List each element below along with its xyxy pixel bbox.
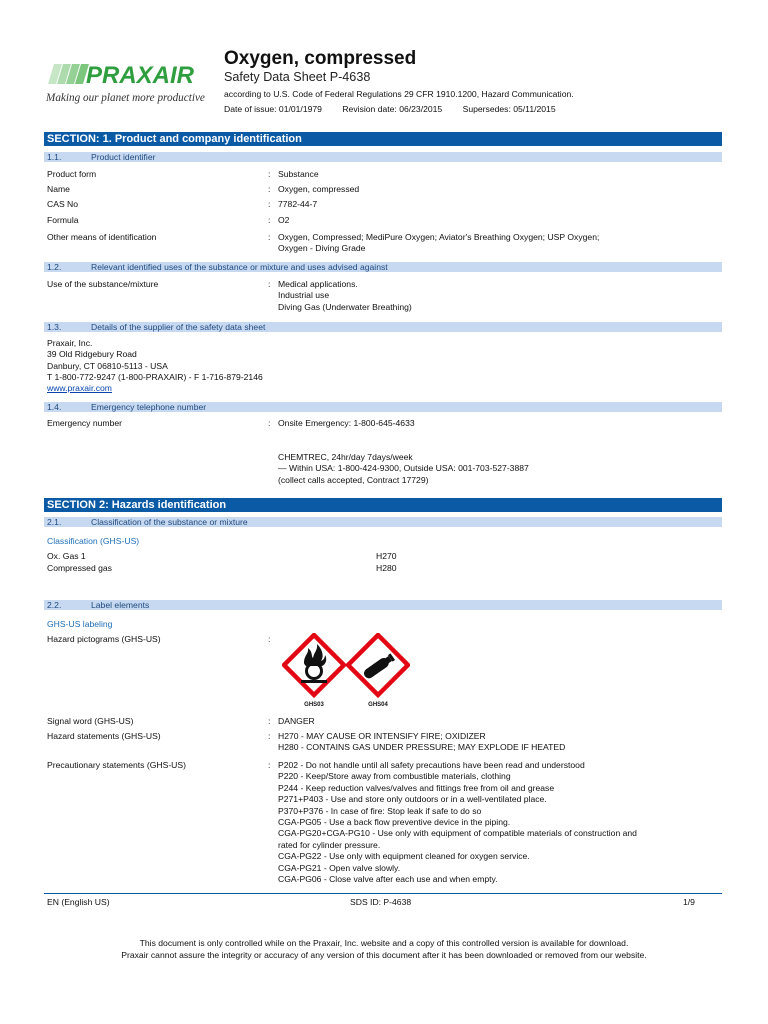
picto-ghs04-code: GHS04 [368,702,388,708]
use-value: Medical applications. Industrial use Diving Gas (Underwater Breathing) [278,279,412,312]
hazard-statements-label: Hazard statements (GHS-US) [47,731,161,741]
other-means-label: Other means of identification [47,232,157,242]
document-title: Oxygen, compressed [224,48,417,69]
logo-wordmark: PRAXAIR [86,62,195,89]
class-compressed-gas-code: H280 [376,563,397,573]
classification-heading: Classification (GHS-US) [47,536,140,546]
labeling-heading: GHS-US labeling [47,619,113,629]
emergency-chemtrec: CHEMTREC, 24hr/day 7days/week — Within USA: 1-800-424-9300, Outside USA: 001-703-527-3887 (collect calls accepted, Contract 17729) [278,452,529,485]
hazard-statements-value: H270 - MAY CAUSE OR INTENSIFY FIRE; OXIDIZER H280 - CONTAINS GAS UNDER PRESSURE; MAY EXPLODE IF HEATED [278,731,566,753]
class-ox-gas-code: H270 [376,551,397,561]
section-2-header: SECTION 2: Hazards identification [44,498,722,512]
logo-tagline: Making our planet more productive [46,92,205,104]
document-dates [224,104,574,114]
name-label: Name [47,184,70,194]
footer-divider [44,893,722,894]
subsection-1-4: 1.4. Emergency telephone number [44,402,722,412]
cas-value: 7782-44-7 [278,199,318,209]
product-form-label: Product form [47,169,97,179]
precautionary-value [278,760,637,885]
subsection-1-2: 1.2. Relevant identified uses of the substance or mixture and uses advised against [44,262,722,272]
footer-language: EN (English US) [47,897,110,907]
precaution-line: CGA-PG20+CGA-PG10 - Use only with equipment of compatible materials of construction and [278,828,637,839]
signal-word-label: Signal word (GHS-US) [47,716,134,726]
precaution-line: CGA-PG05 - Use a back flow preventive device in the piping. [278,817,511,828]
precaution-line: P202 - Do not handle until all safety precautions have been read and understood [278,760,585,770]
cas-label: CAS No [47,199,79,209]
precaution-line: CGA-PG06 - Close valve after each use and when empty. [278,874,498,885]
logo-stripes-icon [48,64,89,84]
signal-word-value: DANGER [278,716,315,726]
class-ox-gas-label: Ox. Gas 1 [47,551,86,561]
precaution-line: P244 - Keep reduction valves/valves and fittings free from oil and grease [278,782,555,793]
product-form-value: Substance [278,169,319,179]
document-subtitle: Safety Data Sheet P-4638 [224,70,371,84]
precaution-line: rated for cylinder pressure. [278,839,381,850]
pictograms-label: Hazard pictograms (GHS-US) [47,634,161,644]
footer-page-number: 1/9 [683,897,695,907]
precaution-line: P220 - Keep/Store away from combustible materials, clothing [278,771,511,782]
use-label: Use of the substance/mixture [47,279,159,289]
date-of-issue: Date of issue: 01/01/1979 [224,104,322,114]
subsection-1-3: 1.3. Details of the supplier of the safety data sheet [44,322,722,332]
formula-label: Formula [47,215,79,225]
picto-ghs03-code: GHS03 [304,702,324,708]
class-compressed-gas-label: Compressed gas [47,563,112,573]
section-1-header: SECTION: 1. Product and company identification [44,132,722,146]
regulation-text: according to U.S. Code of Federal Regulations 29 CFR 1910.1200, Hazard Communication. [224,89,574,99]
formula-value: O2 [278,215,290,225]
precaution-line: P271+P403 - Use and store only outdoors or in a well-ventilated place. [278,794,547,805]
subsection-2-2: 2.2. Label elements [44,600,722,610]
supersedes-date: Supersedes: 05/11/2015 [462,104,556,114]
other-means-value: Oxygen, Compressed; MediPure Oxygen; Aviator's Breathing Oxygen; USP Oxygen; Oxygen - Diving Grade [278,232,600,254]
controlled-document-notice: This document is only controlled while on the Praxair, Inc. website and a copy of this controlled version is available for download. Praxair cannot assure the integrity or accuracy of any version of this document after it has been downloaded or removed from our website. [121,938,647,961]
name-value: Oxygen, compressed [278,184,360,194]
precaution-line: P370+P376 - In case of fire: Stop leak if safe to do so [278,805,482,816]
emergency-onsite: Onsite Emergency: 1-800-645-4633 [278,418,415,428]
emergency-label: Emergency number [47,418,122,428]
subsection-1-1: 1.1. Product identifier [44,152,722,162]
flame-over-circle-icon [282,633,346,709]
gas-cylinder-icon [346,633,410,709]
precaution-line: CGA-PG21 - Open valve slowly. [278,862,401,873]
supplier-block: Praxair, Inc. 39 Old Ridgebury Road Danbury, CT 06810-5113 - USA T 1-800-772-9247 (1-800-PRAXAIR) - F 1-716-879-2146 www.praxair.com [47,338,263,394]
website-link[interactable]: www.praxair.com [47,383,112,394]
footer-sds-id: SDS ID: P-4638 [350,897,412,907]
revision-date: Revision date: 06/23/2015 [342,104,443,114]
precaution-line: CGA-PG22 - Use only with equipment cleaned for oxygen service. [278,851,530,862]
precautionary-label: Precautionary statements (GHS-US) [47,760,186,770]
subsection-2-1: 2.1. Classification of the substance or mixture [44,517,722,527]
